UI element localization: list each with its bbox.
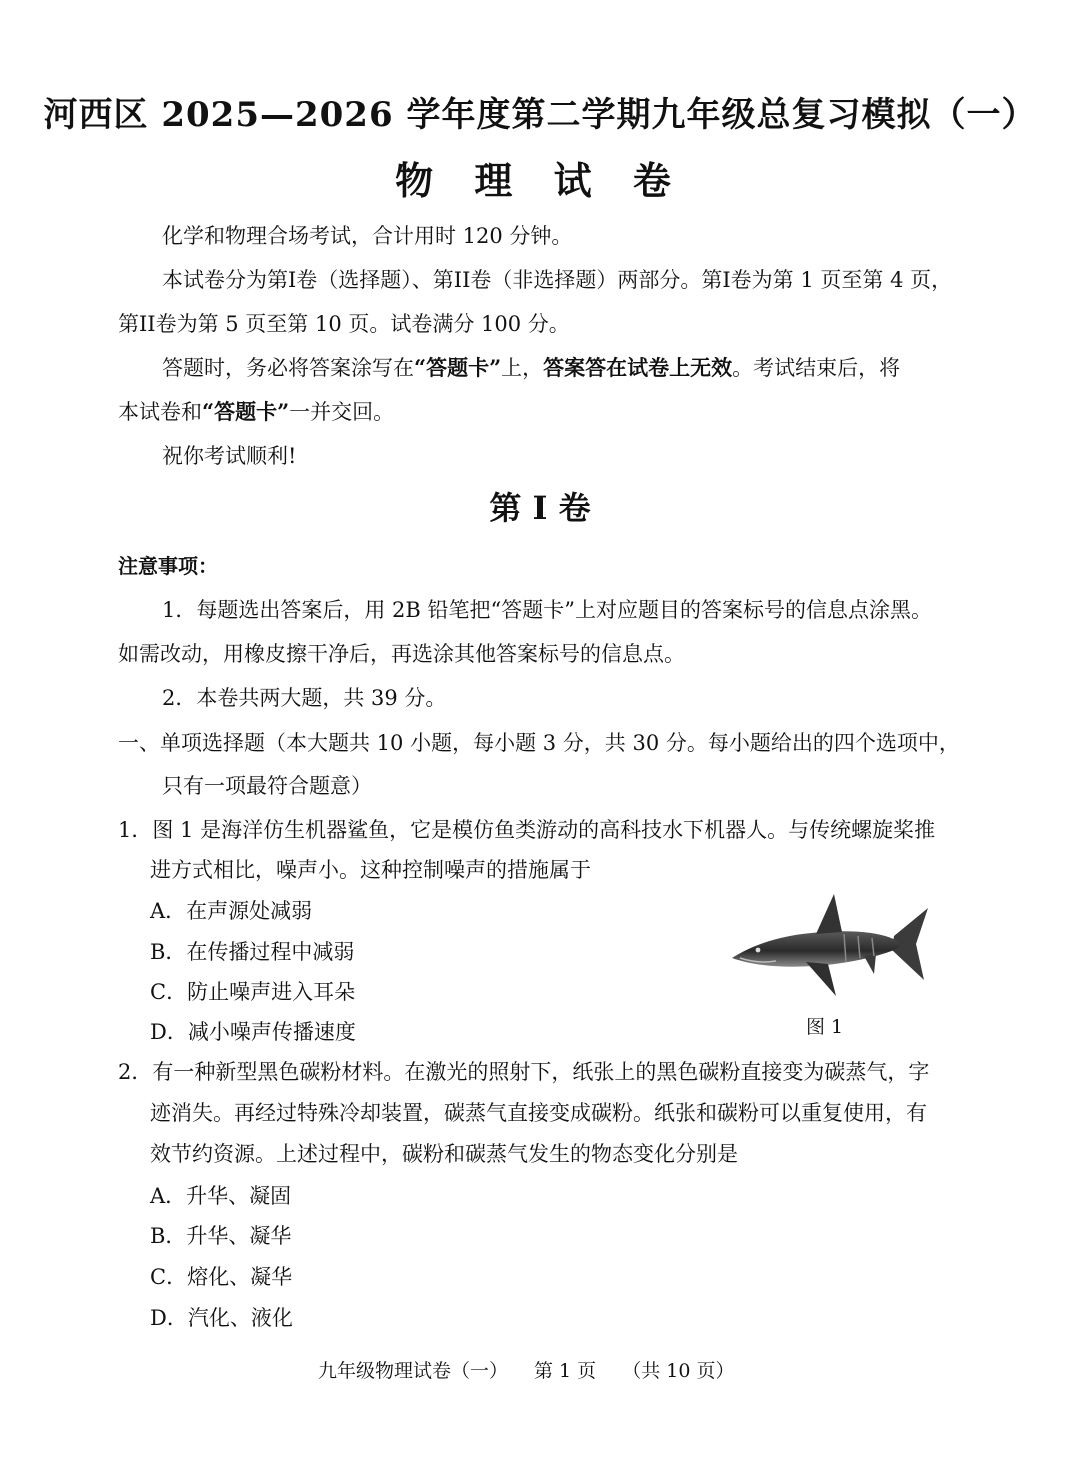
question-1-option-d: D．减小噪声传播速度 xyxy=(150,1020,356,1044)
question-1-option-c: C．防止噪声进入耳朵 xyxy=(150,980,356,1004)
notice-heading: 注意事项： xyxy=(118,554,218,578)
question-1-stem-line2: 进方式相比，噪声小。这种控制噪声的措施属于 xyxy=(150,858,591,882)
robot-shark-figure xyxy=(724,884,934,1002)
intro-structure-line2: 第II卷为第 5 页至第 10 页。试卷满分 100 分。 xyxy=(118,312,570,336)
question-2-stem-line3: 效节约资源。上述过程中，碳粉和碳蒸气发生的物态变化分别是 xyxy=(150,1142,738,1166)
notice-item-1-line1: 1．每题选出答案后，用 2B 铅笔把“答题卡”上对应题目的答案标号的信息点涂黑。 xyxy=(162,598,932,622)
question-2-option-d: D．汽化、液化 xyxy=(150,1306,293,1330)
answer-card-term: “答题卡” xyxy=(414,355,502,380)
answer-rule-text: 本试卷和 xyxy=(118,400,202,424)
answer-card-term: “答题卡” xyxy=(202,399,290,424)
answer-invalid-warning: 答案答在试卷上无效 xyxy=(543,355,733,380)
question-2-option-c: C．熔化、凝华 xyxy=(150,1265,293,1289)
intro-wish: 祝你考试顺利! xyxy=(162,444,297,468)
page-footer xyxy=(318,1358,760,1384)
question-1-option-b: B．在传播过程中减弱 xyxy=(150,940,355,964)
footer-total-pages: （共 10 页） xyxy=(622,1360,735,1382)
figure-1-caption: 图 1 xyxy=(806,1016,844,1038)
question-2-stem-line2: 迹消失。再经过特殊冷却装置，碳蒸气直接变成碳粉。纸张和碳粉可以重复使用，有 xyxy=(150,1101,927,1125)
robot-shark-image xyxy=(724,884,934,1002)
answer-rule-text: 上， xyxy=(501,356,544,380)
question-2-stem-line1: 2．有一种新型黑色碳粉材料。在激光的照射下，纸张上的黑色碳粉直接变为碳蒸气，字 xyxy=(118,1060,930,1084)
intro-structure-line1: 本试卷分为第I卷（选择题）、第II卷（非选择题）两部分。第I卷为第 1 页至第 4 页， xyxy=(162,268,953,292)
subject-title: 物 理 试 卷 xyxy=(395,158,685,203)
notice-item-1-line2: 如需改动，用橡皮擦干净后，再选涂其他答案标号的信息点。 xyxy=(118,642,685,666)
intro-answer-rule-line2 xyxy=(118,398,394,426)
question-2-option-a: A．升华、凝固 xyxy=(150,1184,292,1208)
notice-item-2: 2．本卷共两大题，共 39 分。 xyxy=(162,686,447,710)
intro-answer-rule-line1 xyxy=(162,354,900,382)
section-title: 第 I 卷 xyxy=(489,489,591,527)
question-1-stem-line1: 1．图 1 是海洋仿生机器鲨鱼，它是模仿鱼类游动的高科技水下机器人。与传统螺旋桨推 xyxy=(118,818,936,842)
part-one-heading-line1: 一、单项选择题（本大题共 10 小题，每小题 3 分，共 30 分。每小题给出的四个选项中， xyxy=(118,731,960,755)
question-2-option-b: B．升华、凝华 xyxy=(150,1224,292,1248)
footer-page-number: 第 1 页 xyxy=(534,1360,597,1382)
question-1-option-a: A．在声源处减弱 xyxy=(150,899,313,923)
exam-title: 河西区 2025—2026 学年度第二学期九年级总复习模拟（一） xyxy=(43,95,1037,135)
intro-duration: 化学和物理合场考试，合计用时 120 分钟。 xyxy=(162,224,573,248)
answer-rule-text: 答题时，务必将答案涂写在 xyxy=(162,356,414,380)
part-one-heading-line2: 只有一项最符合题意） xyxy=(162,774,372,798)
answer-rule-text: 一并交回。 xyxy=(289,400,395,424)
answer-rule-text: 。考试结束后，将 xyxy=(732,356,901,380)
footer-paper-name: 九年级物理试卷（一） xyxy=(318,1360,509,1382)
